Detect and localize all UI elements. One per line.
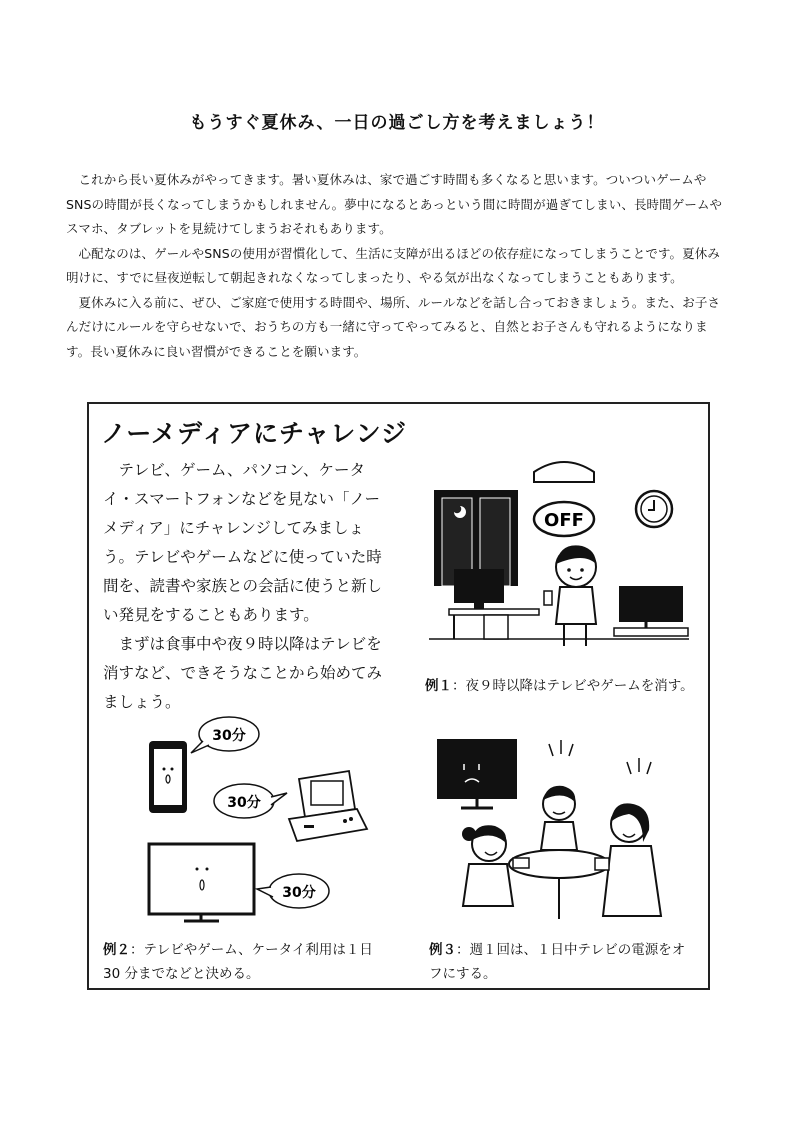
example-1-text: ：夜９時以降はテレビやゲームを消す。 bbox=[452, 678, 694, 694]
illustration-family-cards bbox=[429, 734, 694, 929]
box-paragraph-2: まずは食事中や夜９時以降はテレビを消すなど、できそうなことから始めてみましょう。 bbox=[103, 635, 383, 711]
caption-example-1 bbox=[425, 674, 695, 698]
illustration-devices bbox=[139, 709, 399, 924]
box-title: ノーメディアにチャレンジ bbox=[101, 419, 408, 448]
no-media-box bbox=[87, 402, 710, 990]
example-2-label: 例２ bbox=[103, 942, 130, 958]
bubble-30min-tv: 30分 bbox=[282, 885, 316, 901]
bubble-30min-phone: 30分 bbox=[212, 728, 246, 744]
page-title: もうすぐ夏休み、一日の過ごし方を考えましょう！ bbox=[189, 113, 605, 133]
example-3-text: ：週１回は、１日中テレビの電源をオフにする。 bbox=[429, 942, 686, 982]
intro-paragraph-2: 心配なのは、ゲールやSNSの使用が習慣化して、生活に支障が出るほどの依存症になってしまうことです。夏休み明けに、すでに昼夜逆転して朝起きれなくなってしまったり、やる気が出なくなってしまうこともあります。 bbox=[66, 245, 720, 285]
off-label: OFF bbox=[544, 510, 584, 531]
bubble-30min-game: 30分 bbox=[227, 795, 261, 811]
example-3-label: 例３ bbox=[429, 942, 456, 958]
example-1-label: 例１ bbox=[425, 678, 452, 694]
intro-paragraph-1: これから長い夏休みがやってきます。暑い夏休みは、家で過ごす時間も多くなると思います。ついついゲームやSNSの時間が長くなってしまうかもしれません。夢中になるとあっという間に時間が過ぎてしまい、長時間ゲームやスマホ、タブレットを見続けてしまうおそれもあります。 bbox=[66, 172, 723, 236]
caption-example-2 bbox=[103, 938, 373, 986]
illustration-night-room bbox=[424, 454, 694, 649]
intro-text bbox=[66, 168, 728, 364]
box-paragraph-1: テレビ、ゲーム、パソコン、ケータイ・スマートフォンなどを見ない「ノーメディア」にチャレンジしてみましょう。テレビやゲームなどに使っていた時間を、読書や家族との会話に使うと新しい発見をすることもあります。 bbox=[103, 461, 383, 624]
box-body bbox=[103, 456, 393, 717]
example-2-text: ：テレビやゲーム、ケータイ利用は１日30 分までなどと決める。 bbox=[103, 942, 373, 982]
caption-example-3 bbox=[429, 938, 689, 986]
intro-paragraph-3: 夏休みに入る前に、ぜひ、ご家庭で使用する時間や、場所、ルールなどを話し合っておきましょう。また、お子さんだけにルールを守らせないで、おうちの方も一緒に守ってやってみると、自然とお子さんも守れるようになります。長い夏休みに良い習慣ができることを願います。 bbox=[66, 294, 721, 359]
